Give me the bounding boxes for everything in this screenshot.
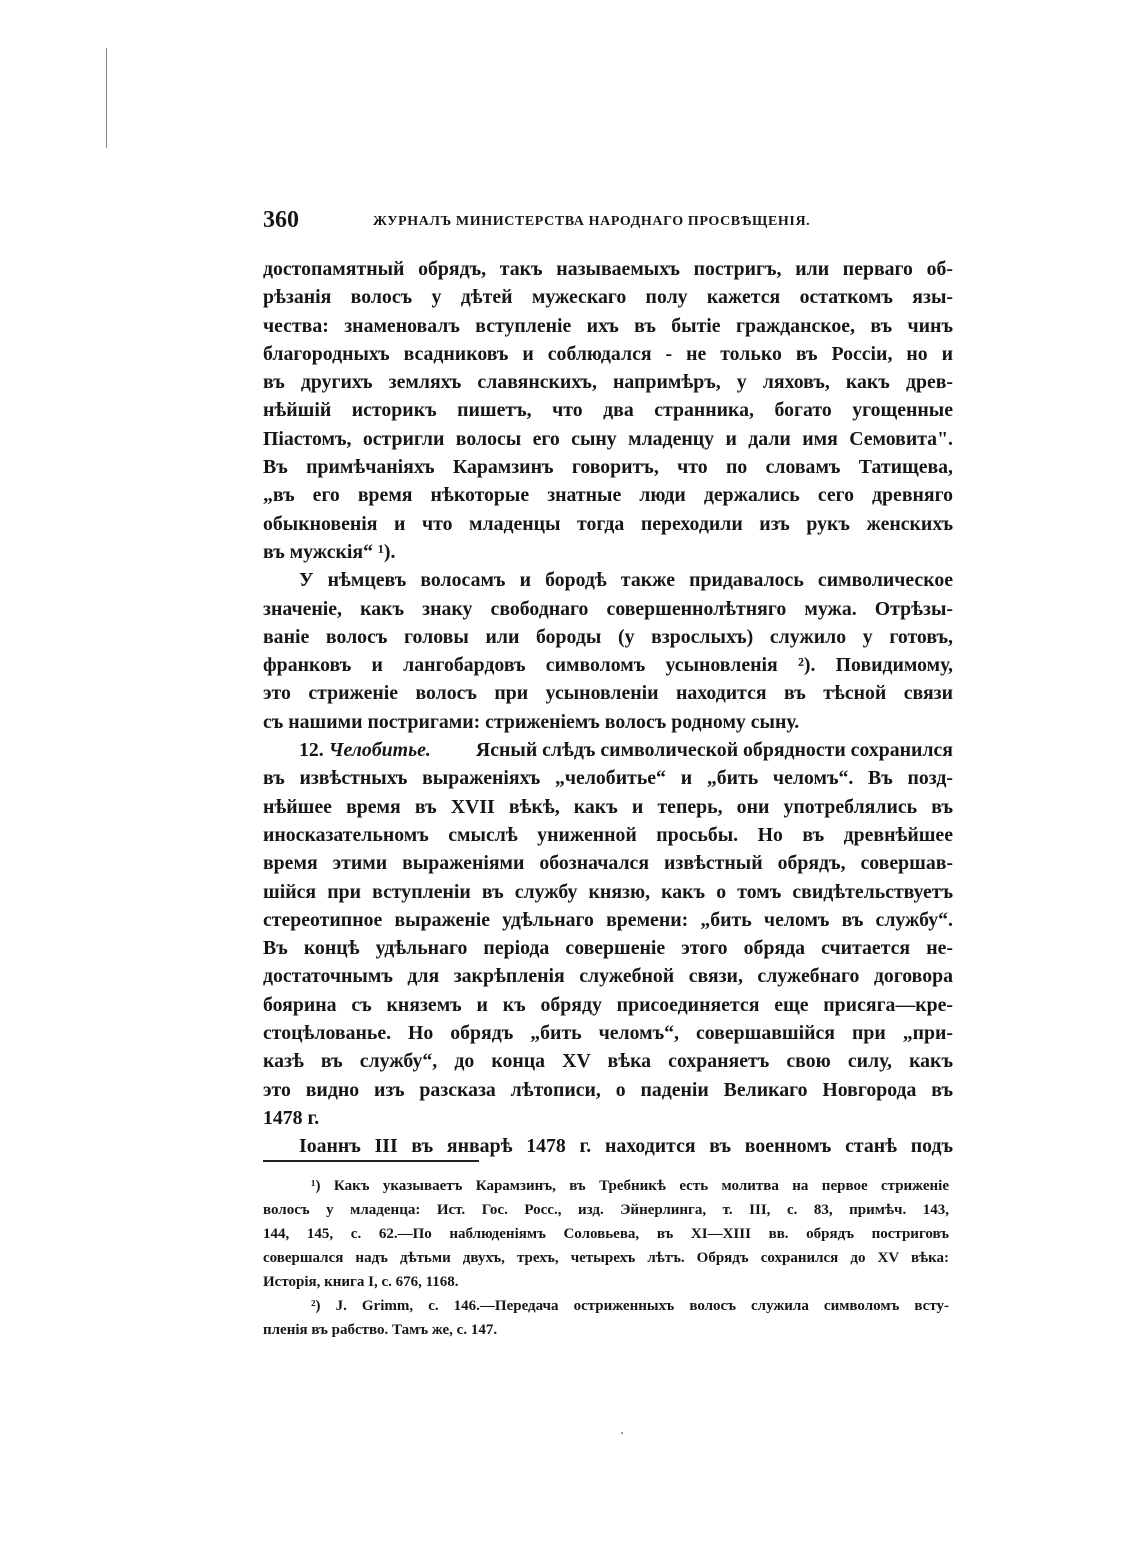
text-line: франковъ и лангобардовъ символомъ усыновленія ²). Повидимому,: [263, 654, 953, 677]
text-line: 1478 г.: [263, 1106, 320, 1129]
running-title: ЖУРНАЛЪ МИНИСТЕРСТВА НАРОДНАГО ПРОСВѢЩЕНІЯ.: [373, 214, 811, 229]
text-line: это стриженіе волосъ при усыновленіи находится въ тѣсной связи: [263, 682, 953, 705]
text-line: Въ примѣчаніяхъ Карамзинъ говоритъ, что по словамъ Татищева,: [263, 456, 953, 479]
footnote-line: ²) J. Grimm, с. 146.—Передача остриженныхъ волосъ служила символомъ всту-: [311, 1298, 949, 1314]
text-line: У нѣмцевъ волосамъ и бородѣ также придавалось символическое: [299, 569, 953, 592]
section-number: 12.: [299, 739, 324, 762]
text-line: Іоаннъ III въ январѣ 1478 г. находится въ военномъ станѣ подъ: [299, 1135, 953, 1158]
section-heading-line: [263, 736, 953, 764]
text-line: Ясный слѣдъ символической обрядности сохранился: [475, 739, 953, 762]
text-line: казѣ въ службу“, до конца XV вѣка сохраняетъ свою силу, какъ: [263, 1050, 953, 1073]
footnote-line: пленія въ рабство. Тамъ же, с. 147.: [263, 1322, 498, 1338]
text-line: значеніе, какъ знаку свободнаго совершеннолѣтняго мужа. Отрѣзы-: [263, 597, 953, 620]
text-line: „въ его время нѣкоторые знатные люди держались сего древняго: [263, 484, 953, 507]
page-number: 360: [263, 207, 299, 233]
scan-speck: [621, 1432, 623, 1434]
text-line: въ другихъ земляхъ славянскихъ, напримѣръ, у ляховъ, какъ древ-: [263, 371, 953, 394]
text-line: Въ концѣ удѣльнаго періода совершеніе этого обряда считается не-: [263, 937, 953, 960]
footnote-line: 144, 145, с. 62.—По наблюденіямъ Соловьева, въ XI—XIII вв. обрядъ постриговъ: [263, 1226, 949, 1242]
text-line: стоцѣлованье. Но обрядъ „бить челомъ“, совершавшійся при „при-: [263, 1022, 953, 1045]
text-line: Піастомъ, остригли волосы его сыну младенцу и дали имя Семовита".: [263, 427, 953, 450]
text-line: боярина съ княземъ и къ обряду присоединяется еще присяга—кре-: [263, 993, 953, 1016]
section-title: Челобитье.: [328, 739, 431, 762]
text-line: въ извѣстныхъ выраженіяхъ „челобитье“ и „бить челомъ“. Въ позд-: [263, 767, 953, 790]
text-line: время этими выраженіями обозначался извѣстный обрядъ, совершав-: [263, 852, 953, 875]
scan-margin-line: [106, 48, 107, 148]
text-line: рѣзанія волосъ у дѣтей мужескаго полу кажется остаткомъ язы-: [263, 286, 953, 309]
main-text: [263, 255, 953, 1161]
text-line: нѣйшее время въ XVII вѣкѣ, какъ и теперь, они употреблялись въ: [263, 795, 953, 818]
text-line: стереотипное выраженіе удѣльнаго времени: „бить челомъ въ службу“.: [263, 908, 953, 931]
footnote-line: волосъ у младенца: Ист. Гос. Росс., изд. Эйнерлинга, т. III, с. 83, примѣч. 143,: [263, 1202, 949, 1218]
text-line: ваніе волосъ головы или бороды (у взрослыхъ) служило у готовъ,: [263, 625, 953, 648]
text-line: достаточнымъ для закрѣпленія служебной связи, служебнаго договора: [263, 965, 953, 988]
page-header: [263, 206, 953, 238]
text-line: чества: знаменовалъ вступленіе ихъ въ бытіе гражданское, въ чинъ: [263, 314, 953, 337]
text-line: иносказательномъ смыслѣ униженной просьбы. Но въ древнѣйшее: [263, 823, 953, 846]
section-label: [299, 736, 431, 764]
footnote-line: Исторія, книга I, с. 676, 1168.: [263, 1274, 459, 1290]
text-line: это видно изъ разсказа лѣтописи, о паденіи Великаго Новгорода въ: [263, 1078, 953, 1101]
footnote-rule: [263, 1160, 479, 1162]
text-line: нѣйшій историкъ пишетъ, что два странника, богато угощенные: [263, 399, 953, 422]
text-line: достопамятный обрядъ, такъ называемыхъ постригъ, или перваго об-: [263, 258, 953, 280]
footnote-line: ¹) Какъ указываетъ Карамзинъ, въ Требникѣ есть молитва на первое стриженіе: [311, 1178, 949, 1194]
text-line: обыкновенія и что младенцы тогда переходили изъ рукъ женскихъ: [263, 512, 953, 535]
text-line: шійся при вступленіи въ службу князю, какъ о томъ свидѣтельствуетъ: [263, 880, 953, 903]
text-line: съ нашими постригами: стриженіемъ волосъ родному сыну.: [263, 710, 800, 733]
text-line: благородныхъ всадниковъ и соблюдался - не только въ Россіи, но и: [263, 342, 953, 365]
footnote-line: совершался надъ дѣтьми двухъ, трехъ, четырехъ лѣтъ. Обрядъ сохранился до XV вѣка:: [263, 1250, 949, 1266]
text-line: въ мужскія“ ¹).: [263, 540, 396, 563]
footnotes: [263, 1174, 949, 1342]
